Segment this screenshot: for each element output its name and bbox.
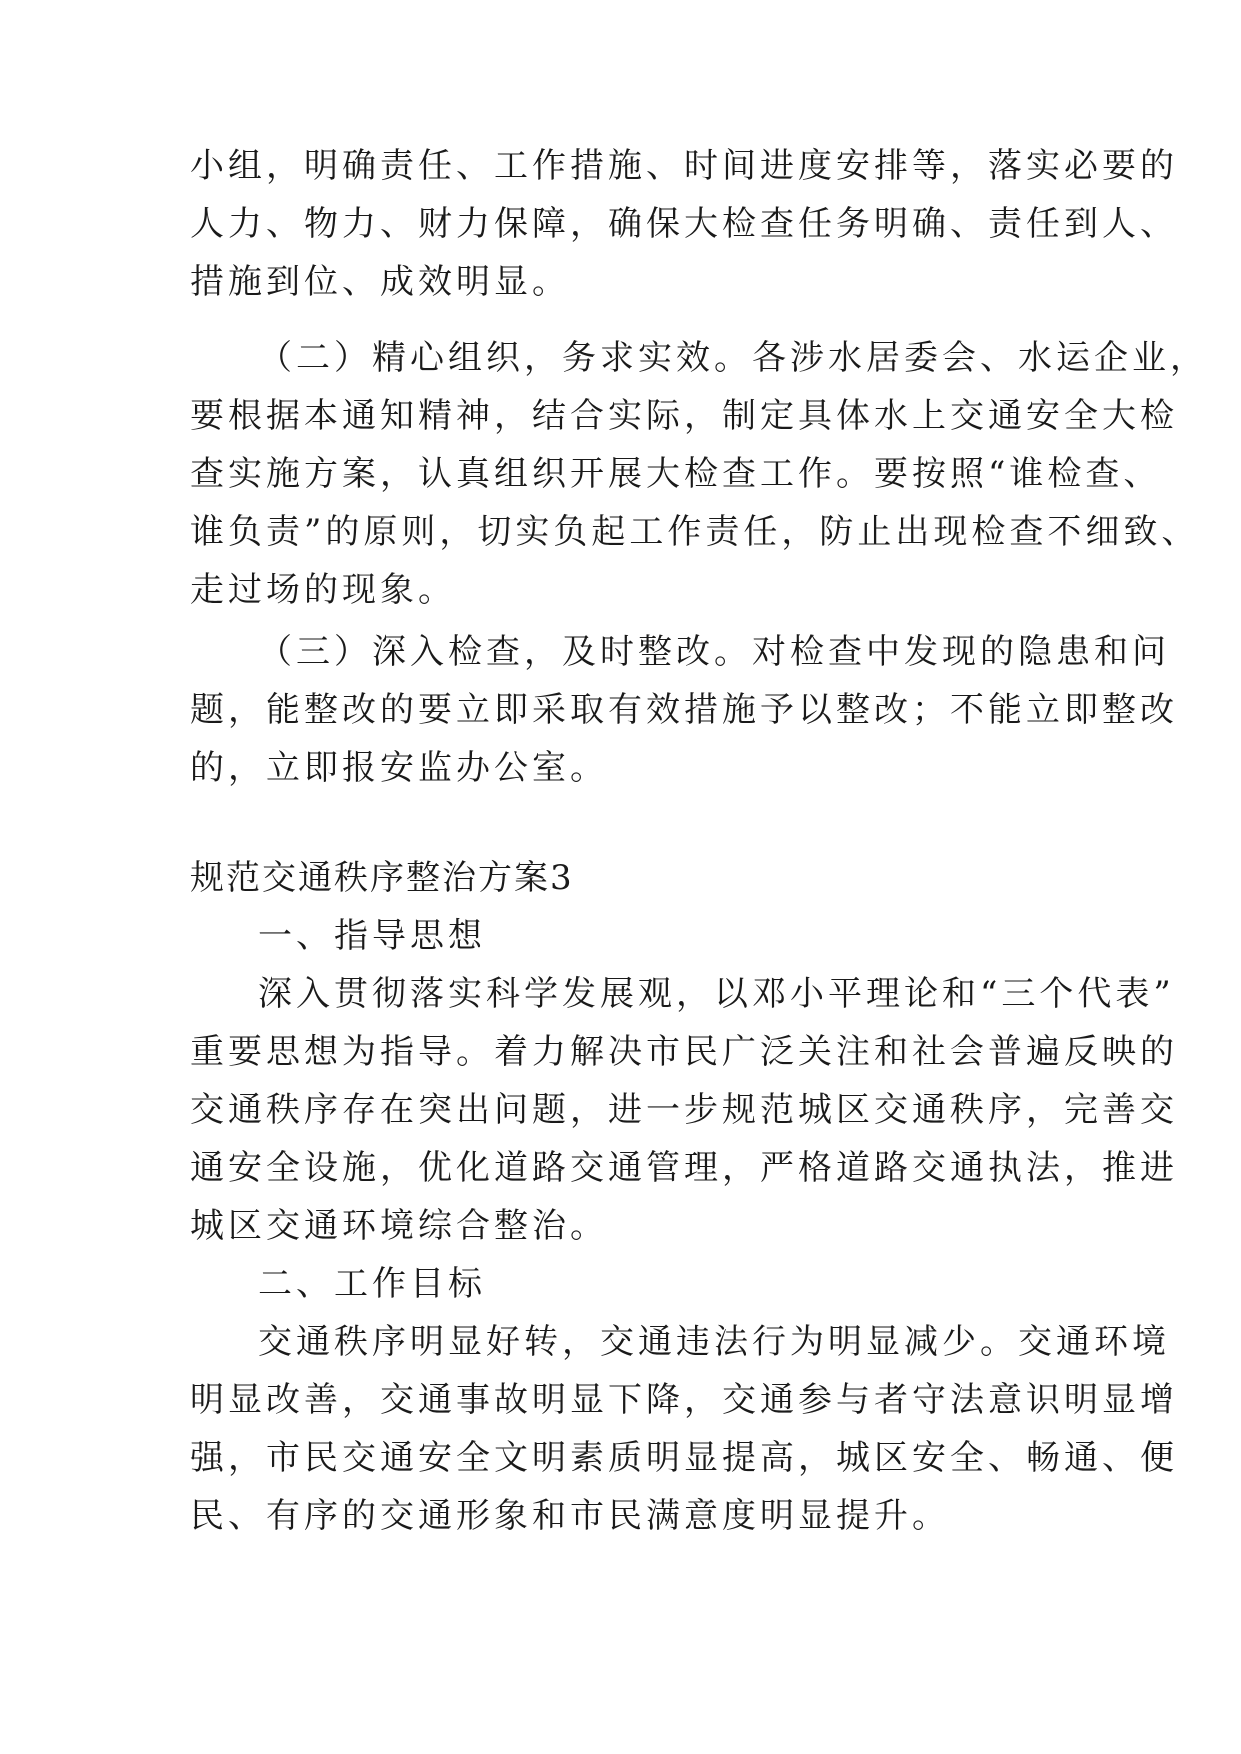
paragraph-line: 交通秩序存在突出问题，进一步规范城区交通秩序，完善交 bbox=[190, 1090, 1178, 1130]
paragraph-line: （三）深入检查，及时整改。对检查中发现的隐患和问 bbox=[258, 632, 1170, 672]
paragraph-line: 重要思想为指导。着力解决市民广泛关注和社会普遍反映的 bbox=[190, 1032, 1178, 1072]
paragraph-line: 人力、物力、财力保障，确保大检查任务明确、责任到人、 bbox=[190, 204, 1178, 244]
paragraph-line: 深入贯彻落实科学发展观，以邓小平理论和“三个代表” bbox=[258, 974, 1175, 1014]
section-heading: 二、工作目标 bbox=[258, 1264, 486, 1304]
paragraph-line: 强，市民交通安全文明素质明显提高，城区安全、畅通、便 bbox=[190, 1438, 1178, 1478]
paragraph-line: 要根据本通知精神，结合实际，制定具体水上交通安全大检 bbox=[190, 396, 1178, 436]
section-title: 规范交通秩序整治方案3 bbox=[190, 858, 574, 898]
paragraph-line: 查实施方案，认真组织开展大检查工作。要按照“谁检查、 bbox=[190, 454, 1162, 494]
paragraph-line: （二）精心组织，务求实效。各涉水居委会、水运企业， bbox=[258, 338, 1208, 378]
paragraph-line: 措施到位、成效明显。 bbox=[190, 262, 570, 302]
paragraph-line: 民、有序的交通形象和市民满意度明显提升。 bbox=[190, 1496, 950, 1536]
section-heading: 一、指导思想 bbox=[258, 916, 486, 956]
paragraph-line: 城区交通环境综合整治。 bbox=[190, 1206, 608, 1246]
paragraph-line: 谁负责”的原则，切实负起工作责任，防止出现检查不细致、 bbox=[190, 512, 1200, 552]
paragraph-line: 小组，明确责任、工作措施、时间进度安排等，落实必要的 bbox=[190, 146, 1178, 186]
paragraph-line: 的，立即报安监办公室。 bbox=[190, 748, 608, 788]
paragraph-line: 题，能整改的要立即采取有效措施予以整改；不能立即整改 bbox=[190, 690, 1178, 730]
paragraph-line: 走过场的现象。 bbox=[190, 570, 456, 610]
paragraph-line: 交通秩序明显好转，交通违法行为明显减少。交通环境 bbox=[258, 1322, 1170, 1362]
paragraph-line: 通安全设施，优化道路交通管理，严格道路交通执法，推进 bbox=[190, 1148, 1178, 1188]
paragraph-line: 明显改善，交通事故明显下降，交通参与者守法意识明显增 bbox=[190, 1380, 1178, 1420]
